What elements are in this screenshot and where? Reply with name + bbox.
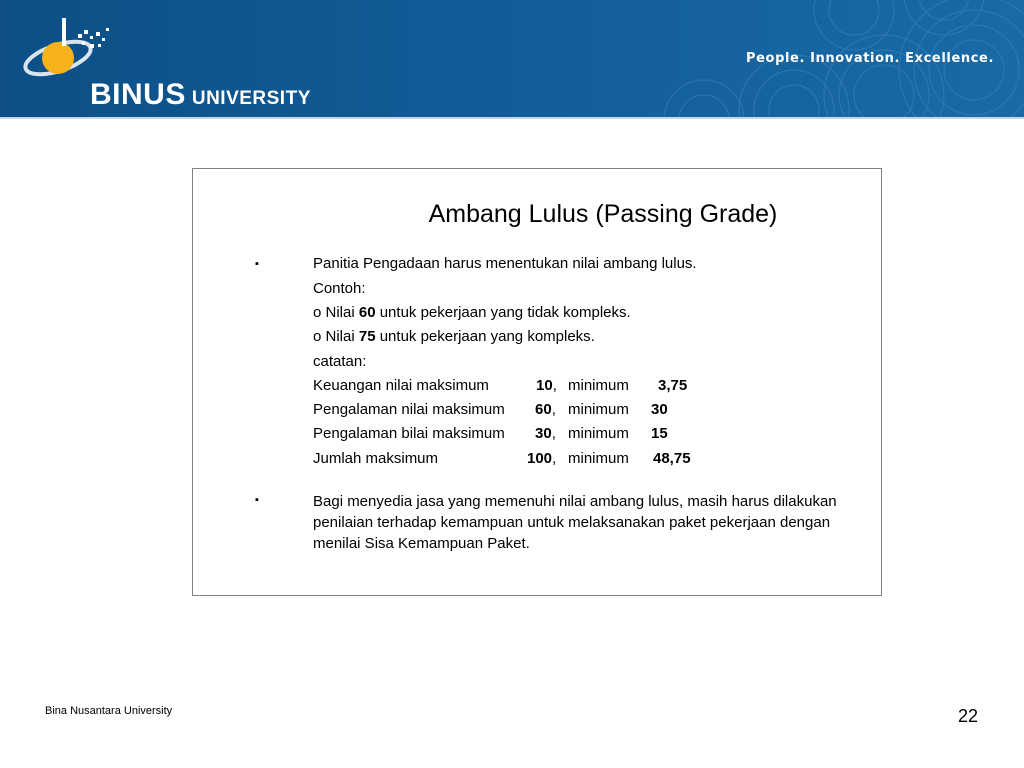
footer-institution: Bina Nusantara University xyxy=(45,705,173,717)
example-prefix: o Nilai xyxy=(313,328,359,345)
tagline: People. Innovation. Excellence. xyxy=(746,51,994,66)
slide-title: Ambang Lulus (Passing Grade) xyxy=(428,200,778,228)
page-number: 22 xyxy=(957,706,978,726)
score-max: 100 xyxy=(527,450,553,467)
score-min-label: minimum xyxy=(568,450,629,467)
score-min-label: minimum xyxy=(568,401,629,418)
logo-university-text: UNIVERSITY xyxy=(191,88,311,109)
score-max: 60 xyxy=(535,401,552,418)
binus-logo xyxy=(18,14,318,109)
example-value: 75 xyxy=(358,328,376,345)
score-row: Pengalaman bilai maksimum 30, minimum 15 xyxy=(313,425,668,442)
score-row: Jumlah maksimum 100, minimum 48,75 xyxy=(313,450,691,467)
logo-brand-text: BINUS xyxy=(90,78,186,111)
score-min-label: minimum xyxy=(568,377,629,394)
example-item xyxy=(313,304,631,321)
score-min-label: minimum xyxy=(568,425,629,442)
header-divider xyxy=(0,117,1024,119)
score-max: 10 xyxy=(536,377,553,394)
score-row: Pengalaman nilai maksimum 60, minimum 30 xyxy=(313,401,668,418)
score-max: 30 xyxy=(535,425,552,442)
example-suffix: untuk pekerjaan yang tidak kompleks. xyxy=(375,304,631,321)
example-prefix: o Nilai xyxy=(313,304,359,321)
example-value: 60 xyxy=(358,304,376,321)
score-label: Pengalaman bilai maksimum xyxy=(313,425,505,442)
header-banner xyxy=(0,0,1024,117)
score-row: Keuangan nilai maksimum 10, minimum 3,75 xyxy=(313,377,688,394)
score-label: Keuangan nilai maksimum xyxy=(313,377,489,394)
bullet-marker-1: ▪ xyxy=(255,258,259,270)
example-suffix: untuk pekerjaan yang kompleks. xyxy=(375,328,595,345)
example-item xyxy=(313,328,595,345)
bullet-1-intro: Panitia Pengadaan harus menentukan nilai ambang lulus. xyxy=(313,255,697,272)
note-label: catatan: xyxy=(313,353,367,370)
logo-wordmark xyxy=(90,78,311,112)
bullet-2-text: Bagi menyedia jasa yang memenuhi nilai ambang lulus, masih harus dilakukan penilaian terhadap kemampuan untuk melaksanakan paket pekerjaan dengan menilai Sisa Kemampuan Paket. xyxy=(313,493,837,552)
score-label: Pengalaman nilai maksimum xyxy=(313,401,505,418)
bullet-marker-2: ▪ xyxy=(255,494,259,506)
score-min: 48,75 xyxy=(653,450,691,467)
example-label: Contoh: xyxy=(313,280,366,297)
score-label: Jumlah maksimum xyxy=(313,450,439,467)
score-min: 30 xyxy=(651,401,668,418)
score-min: 3,75 xyxy=(658,377,688,394)
score-min: 15 xyxy=(651,425,668,442)
